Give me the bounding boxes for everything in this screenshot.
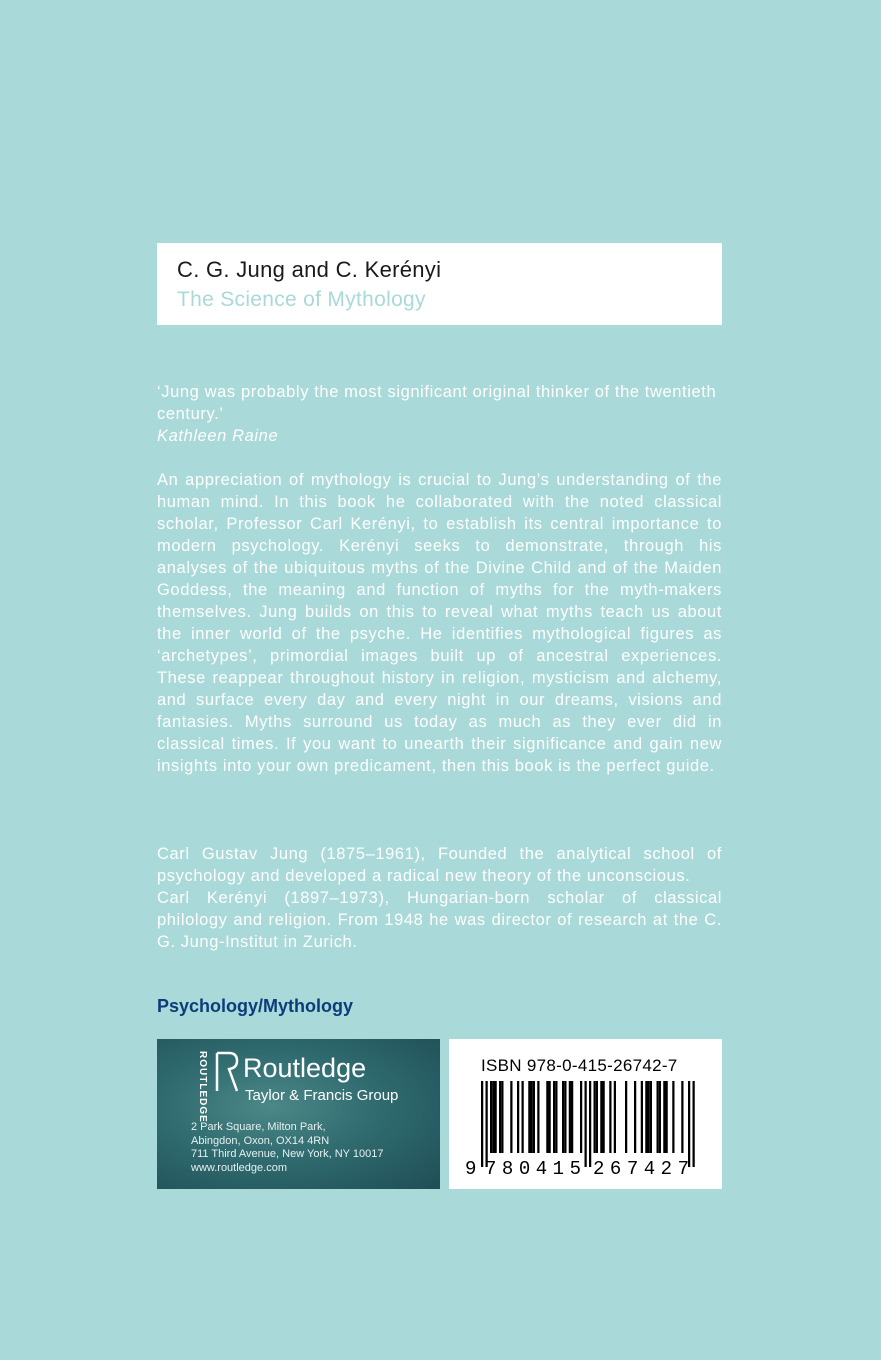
publisher-website: www.routledge.com bbox=[191, 1161, 287, 1174]
book-description: An appreciation of mythology is crucial to Jung’s understanding of the human mind. In this book he collaborated with the noted classical scholar, Professor Carl Kerényi, to establish its central importance to modern psychology. Kerényi seeks to demonstrate, through his analyses of the ubiquitous myths of the Divine Child and of the Maiden Goddess, the meaning and function of myths for the myth-makers themselves. Jung builds on this to reveal what myths teach us about the inner world of the psyche. He identifies mythological figures as ‘archetypes’, primordial images built up of ancestral experiences. These reappear throughout history in religion, mysticism and alchemy, and surface every day and every night in our dreams, visions and fantasies. Myths surround us today as much as they ever did in classical times. If you want to unearth their significance and gain new insights into your own predicament, then this book is the perfect guide. bbox=[157, 471, 722, 775]
title-box bbox=[157, 243, 722, 325]
barcode-bar bbox=[609, 1081, 611, 1153]
barcode-bar bbox=[528, 1081, 530, 1153]
barcode-bar bbox=[533, 1081, 535, 1153]
barcode-bar bbox=[553, 1081, 555, 1153]
barcode-bar bbox=[549, 1081, 551, 1153]
barcode-bar bbox=[522, 1081, 524, 1153]
publisher-group: Taylor & Francis Group bbox=[245, 1087, 399, 1104]
barcode-first-digit: 9 bbox=[465, 1158, 477, 1177]
routledge-logo-icon bbox=[213, 1049, 241, 1095]
barcode-bar bbox=[537, 1081, 539, 1153]
barcode-bar bbox=[659, 1081, 661, 1153]
barcode-bar bbox=[645, 1081, 647, 1153]
barcode-bar bbox=[648, 1081, 650, 1153]
publisher-panel bbox=[157, 1039, 440, 1189]
quote-text: ‘Jung was probably the most significant original thinker of the twentieth century.’ bbox=[157, 383, 717, 423]
barcode-bar bbox=[650, 1081, 652, 1153]
barcode-bar bbox=[688, 1081, 690, 1167]
barcode-bar bbox=[571, 1081, 573, 1153]
book-authors: C. G. Jung and C. Kerényi bbox=[177, 257, 442, 282]
barcode-bar bbox=[603, 1081, 605, 1153]
barcode-bar bbox=[546, 1081, 548, 1153]
isbn-label: ISBN 978-0-415-26742-7 bbox=[481, 1056, 678, 1075]
barcode-bar bbox=[594, 1081, 596, 1153]
barcode-bar bbox=[510, 1081, 512, 1153]
publisher-vertical-logo: ROUTLEDGE bbox=[197, 1051, 208, 1123]
barcode-bar bbox=[681, 1081, 683, 1153]
barcode-bar bbox=[495, 1081, 497, 1153]
barcode-bar bbox=[663, 1081, 665, 1153]
barcode-bar bbox=[481, 1081, 483, 1167]
barcode-bar bbox=[569, 1081, 571, 1153]
address-line: 711 Third Avenue, New York, NY 10017 bbox=[191, 1148, 384, 1160]
barcode bbox=[463, 1081, 708, 1177]
address-line: 2 Park Square, Milton Park, bbox=[191, 1121, 326, 1133]
barcode-bar bbox=[580, 1081, 582, 1153]
barcode-bar bbox=[614, 1081, 616, 1153]
barcode-bar bbox=[501, 1081, 503, 1153]
quote-attribution: Kathleen Raine bbox=[157, 427, 279, 445]
barcode-bar bbox=[589, 1081, 591, 1167]
barcode-bar bbox=[596, 1081, 598, 1153]
bio-kerenyi: Carl Kerényi (1897–1973), Hungarian-born scholar of classical philology and religion. From 1948 he was director of research at the C. G. Jung-Institut in Zurich. bbox=[157, 889, 722, 951]
barcode-bar bbox=[625, 1081, 627, 1153]
subject-category: Psychology/Mythology bbox=[157, 996, 354, 1016]
barcode-bar bbox=[490, 1081, 492, 1153]
author-bios bbox=[157, 843, 722, 953]
barcode-bar bbox=[492, 1081, 494, 1153]
isbn-panel bbox=[449, 1039, 722, 1189]
barcode-bar bbox=[600, 1081, 602, 1153]
bio-jung: Carl Gustav Jung (1875–1961), Founded the analytical school of psychology and developed a radical new theory of the unconscious. bbox=[157, 845, 722, 885]
barcode-bar bbox=[634, 1081, 636, 1153]
barcode-bar bbox=[555, 1081, 557, 1153]
address-line: Abingdon, Oxon, OX14 4RN bbox=[191, 1134, 330, 1147]
publisher-address bbox=[191, 1121, 383, 1175]
barcode-bar bbox=[517, 1081, 519, 1153]
barcode-digits-left: 780415 bbox=[485, 1158, 581, 1177]
barcode-bar bbox=[666, 1081, 668, 1153]
barcode-bar bbox=[564, 1081, 566, 1153]
barcode-bar bbox=[499, 1081, 501, 1153]
barcode-digits-right: 267427 bbox=[593, 1158, 689, 1177]
barcode-bar bbox=[486, 1081, 488, 1167]
barcode-bar bbox=[531, 1081, 533, 1153]
barcode-bar bbox=[641, 1081, 643, 1153]
endorsement-quote bbox=[157, 381, 722, 447]
barcode-bar bbox=[693, 1081, 695, 1167]
book-title: The Science of Mythology bbox=[177, 288, 426, 311]
publisher-name: Routledge bbox=[243, 1053, 367, 1083]
barcode-bar bbox=[562, 1081, 564, 1153]
barcode-bar bbox=[585, 1081, 587, 1167]
barcode-bar bbox=[657, 1081, 659, 1153]
barcode-bar bbox=[672, 1081, 674, 1153]
